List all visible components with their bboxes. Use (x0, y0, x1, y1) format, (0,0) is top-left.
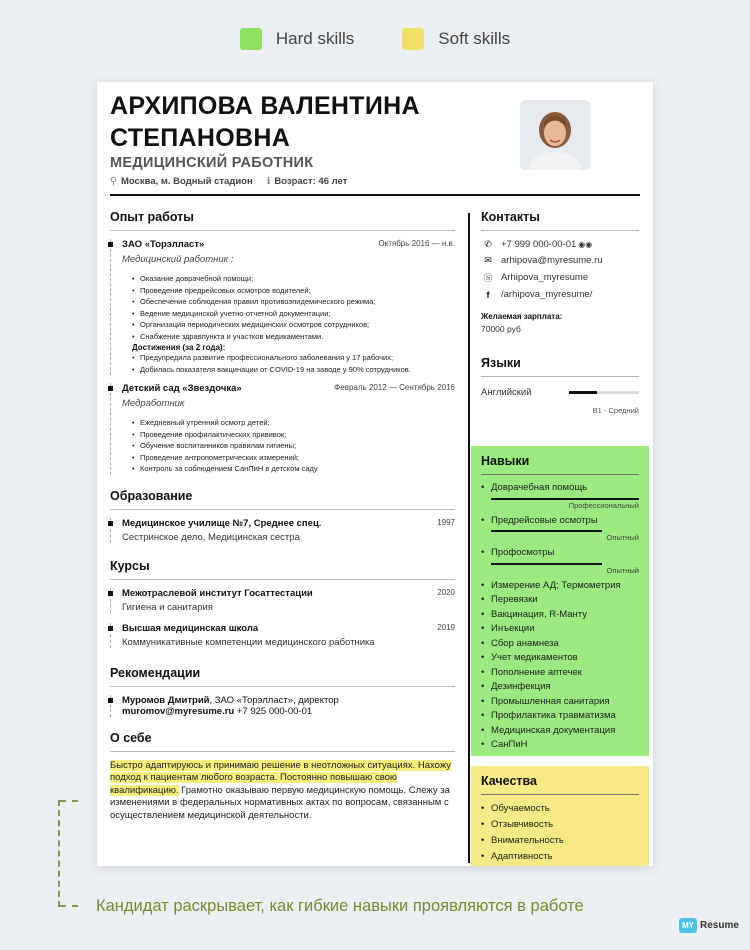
info-icon: ℹ (266, 176, 271, 187)
annotation-bracket (58, 800, 88, 907)
recommender-email[interactable]: muromov@myresume.ru (122, 705, 235, 717)
course-year: 2020 (437, 587, 455, 597)
caption: Кандидат раскрывает, как гибкие навыки проявляются в работе (96, 897, 584, 915)
salary-label: Желаемая зарплата: (481, 312, 563, 321)
course-entry (110, 623, 455, 648)
course-entry (110, 588, 455, 613)
skill-item: • СанПиН (481, 738, 639, 753)
contact-facebook (481, 289, 639, 300)
duty-item: • Оказание доврачебной помощи; (132, 273, 455, 285)
duty-item: • Контроль за соблюдением СанПиН в детском саду. (132, 463, 455, 475)
skill-level: Профессиональный (568, 500, 639, 510)
course-detail: Коммуникативные компетенции медицинского работника (122, 636, 375, 648)
recommender-company: , ЗАО «Торэлласт», директор (209, 694, 339, 706)
job-entry (110, 383, 455, 475)
about-rest: Грамотно оказываю первую медицинскую помощь. Слежу за изменениями в федеральных нормативных актах по вопросам, связанным с осуществлением медицинской деятельности. (110, 784, 450, 821)
skills-box (471, 446, 649, 756)
messenger-icons: ◉◉ (578, 240, 593, 249)
skype-text: Arhipova_myresume (501, 272, 589, 283)
main-column (110, 210, 455, 822)
education-entry (110, 518, 455, 543)
course-year: 2019 (437, 622, 455, 632)
legend-hard-skills (240, 28, 354, 50)
duty-item: • Проведение профилактических прививок; (132, 429, 455, 441)
candidate-role: МЕДИЦИНСКИЙ РАБОТНИК (110, 155, 314, 171)
education-detail: Сестринское дело, Медицинская сестра (122, 531, 300, 543)
legend-swatch-soft (402, 28, 424, 50)
location-pin-icon: ⚲ (110, 176, 117, 187)
logo-my: MY (679, 918, 697, 933)
location (110, 176, 253, 187)
courses-section (110, 559, 455, 648)
side-column (481, 210, 653, 415)
location-text: Москва, м. Водный стадион (120, 176, 253, 187)
skill-item: • Измерение АД; Термометрия (481, 579, 639, 594)
job-org: Детский сад «Звездочка» (122, 383, 242, 394)
column-divider (468, 213, 470, 863)
rated-skill (481, 514, 639, 543)
course-org: Межотраслевой институт Госаттестации (122, 587, 313, 599)
legend (0, 28, 750, 50)
contact-skype (481, 271, 639, 284)
age (267, 176, 348, 187)
language-level: B1 - Средний (592, 406, 639, 415)
candidate-photo (520, 100, 590, 170)
section-title-experience: Опыт работы (110, 210, 455, 231)
about-highlighted: Быстро адаптируюсь и принимаю решение в неотложных ситуациях. Нахожу подход к пациентам любого возраста. Постоянно повышаю свою квалификацию. (110, 759, 452, 796)
contacts-section (481, 210, 639, 334)
section-title-recommendations: Рекомендации (110, 666, 455, 687)
skill-name: • Профосмотры (481, 546, 639, 561)
skill-item: • Учет медикаментов (481, 651, 639, 666)
logo-resume: Resume (700, 920, 739, 931)
header-divider (110, 194, 640, 196)
skill-item: • Промышленная санитария (481, 695, 639, 710)
education-section (110, 489, 455, 543)
legend-soft-skills (402, 28, 510, 50)
education-org: Медицинское училище №7, Среднее спец. (122, 517, 322, 529)
section-title-education: Образование (110, 489, 455, 510)
legend-swatch-hard (240, 28, 262, 50)
job-org: ЗАО «Торэлласт» (122, 239, 205, 250)
duty-item: • Обеспечение соблюдения правил противоэпидемического режима; (132, 296, 455, 308)
job-duties (122, 417, 455, 475)
skill-name: • Доврачебная помощь (481, 481, 639, 496)
skill-item: • Профилактика травматизма (481, 709, 639, 724)
email-text[interactable]: arhipova@myresume.ru (501, 255, 603, 266)
about-text (110, 760, 455, 823)
duty-item: • Организация периодических медицинских осмотров сотрудников; (132, 319, 455, 331)
bracket-tick-bottom (60, 905, 78, 907)
job-duties (122, 273, 455, 342)
course-org: Высшая медицинская школа (122, 622, 259, 634)
candidate-name: АРХИПОВА ВАЛЕНТИНА СТЕПАНОВНА (110, 92, 420, 152)
achievement-item: • Добилась показателя вакцинации от COVID-19 на заводе у 90% сотрудников. (132, 364, 455, 376)
job-entry (110, 239, 455, 375)
skill-item: • Перевязки (481, 593, 639, 608)
language-row (481, 387, 639, 398)
duty-item: • Проведение предрейсовых осмотров водителей; (132, 285, 455, 297)
legend-label-hard: Hard skills (275, 29, 355, 48)
qualities-box (471, 766, 649, 866)
skills-list (481, 579, 639, 753)
contact-email (481, 255, 639, 266)
skill-item: • Пополнение аптечек (481, 666, 639, 681)
achievement-item: • Предупредила развитие профессионального заболевания у 17 рабочих; (132, 352, 455, 364)
resume-sheet (97, 82, 653, 866)
section-title-about: О себе (110, 731, 455, 752)
achievements-title: Достижения (за 2 года): (132, 343, 226, 352)
bracket-tick-top (60, 800, 78, 802)
skill-item: • Вакцинация, R-Манту (481, 608, 639, 623)
mail-icon: ✉ (484, 255, 492, 265)
language-bar-fill (569, 391, 597, 394)
skill-level: Опытный (606, 565, 639, 575)
recommendation-entry (110, 695, 455, 717)
recommender-name: Муромов Дмитрий (122, 694, 210, 706)
section-title-courses: Курсы (110, 559, 455, 580)
myresume-logo (679, 918, 739, 933)
language-name: Английский (481, 387, 532, 398)
section-title-skills: Навыки (481, 454, 639, 475)
quality-item: • Обучаемость (481, 801, 639, 817)
skill-bar (491, 530, 602, 532)
facebook-icon: f (486, 289, 490, 300)
skill-item: • Медицинская документация (481, 724, 639, 739)
skype-icon: Ⓢ (483, 273, 493, 283)
section-title-qualities: Качества (481, 774, 639, 795)
quality-item: • Адаптивность (481, 849, 639, 865)
duty-item: • Ежедневный утренний осмотр детей; (132, 417, 455, 429)
skill-bar (491, 563, 602, 565)
experience-section (110, 210, 455, 475)
languages-section (481, 356, 639, 415)
job-position: Медработник (122, 398, 185, 409)
skill-item: • Дезинфекция (481, 680, 639, 695)
rated-skill (481, 481, 639, 510)
contact-phone (481, 239, 639, 250)
recommender-phone: +7 925 000-00-01 (234, 705, 313, 717)
duty-item: • Проведение антропометрических измерений; (132, 452, 455, 464)
quality-item: • Отзывчивость (481, 817, 639, 833)
duty-item: • Ведение медицинской учетно-отчетной документации; (132, 308, 455, 320)
skill-level: Опытный (606, 533, 639, 542)
section-title-contacts: Контакты (481, 210, 639, 231)
quality-item: • Внимательность (481, 833, 639, 849)
legend-label-soft: Soft skills (438, 29, 511, 48)
salary-value: 70000 руб (481, 324, 521, 334)
duty-item: • Снабжение здравпункта и участков медикаментами. (132, 331, 455, 343)
rated-skill (481, 546, 639, 575)
job-position: Медицинский работник : (122, 254, 234, 265)
phone-icon: ✆ (484, 239, 492, 249)
recommendations-section (110, 666, 455, 717)
skill-item: • Инъекции (481, 622, 639, 637)
job-dates: Февраль 2012 — Сентябрь 2016 (334, 383, 455, 392)
duty-item: • Обучение воспитанников правилам гигиены; (132, 440, 455, 452)
candidate-meta (110, 176, 347, 187)
job-achievements (122, 352, 455, 375)
skill-bar (491, 498, 639, 500)
course-detail: Гигиена и санитария (122, 601, 213, 613)
phone-text: +7 999 000-00-01 (501, 239, 577, 250)
education-year: 1997 (437, 517, 455, 527)
skill-name: • Предрейсовые осмотры (481, 514, 639, 529)
skill-item: • Сбор анамнеза (481, 637, 639, 652)
job-dates: Октябрь 2016 — н.в. (378, 239, 455, 248)
section-title-languages: Языки (481, 356, 639, 377)
about-section (110, 731, 455, 823)
facebook-text[interactable]: /arhipova_myresume/ (501, 289, 593, 300)
language-bar (569, 391, 639, 394)
age-text: Возраст: 46 лет (274, 176, 348, 187)
